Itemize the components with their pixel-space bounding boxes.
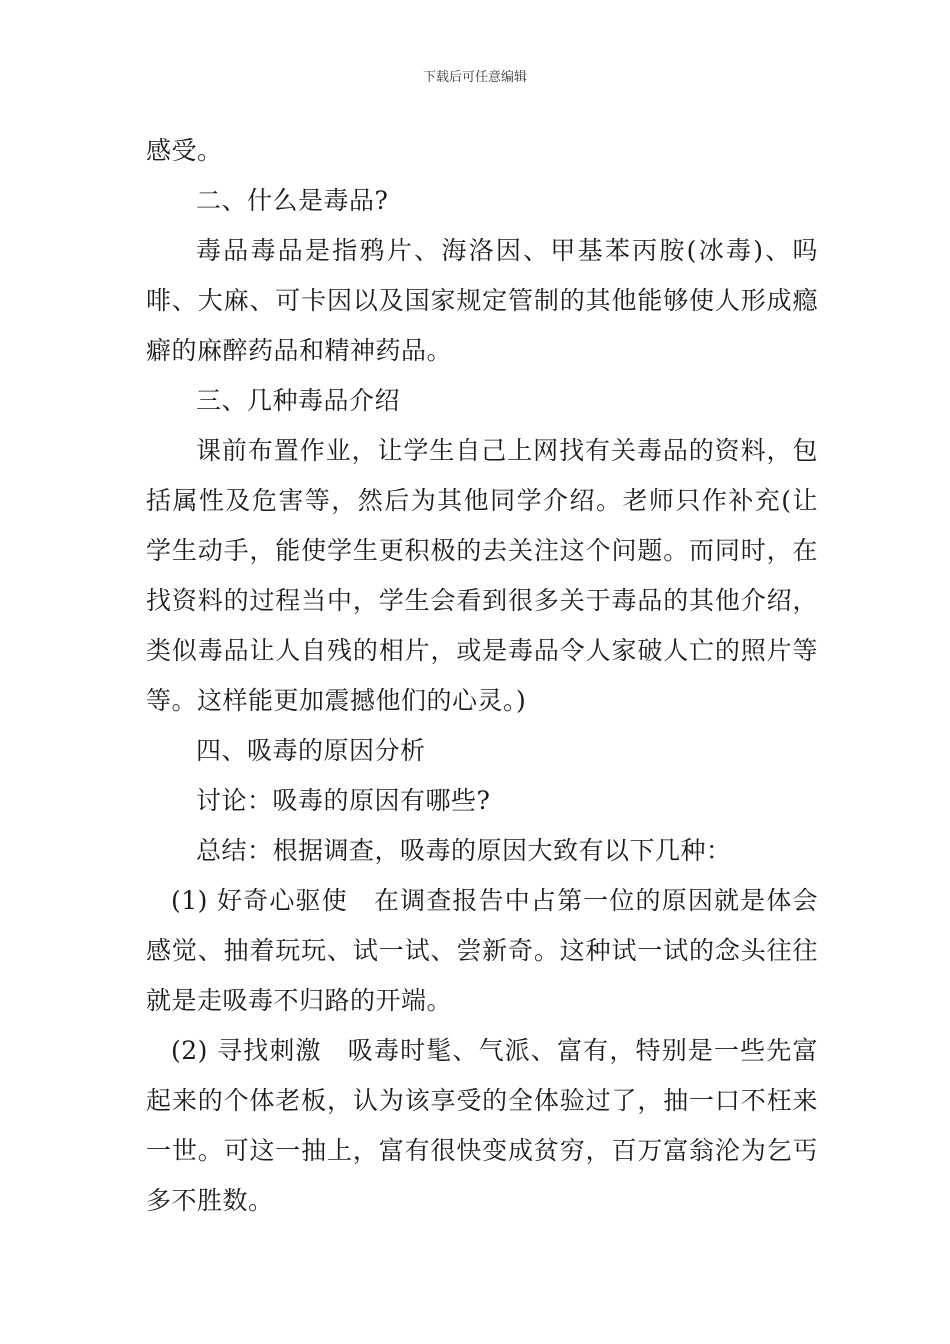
paragraph-discussion: 讨论：吸毒的原因有哪些? bbox=[196, 786, 491, 815]
paragraph-homework: 课前布置作业，让学生自己上网找有关毒品的资料，包括属性及危害等，然后为其他同学介绍。老师只作补充(让学生动手，能使学生更积极的去关注这个问题。而同时，在找资料的过程当中，学生会看到很多关于毒品的其他介绍，类似毒品让人自残的相片，或是毒品令人家破人亡的照片等等。这样能更加震撼他们的心灵。) bbox=[146, 436, 818, 715]
page-header: 下载后可任意编辑 bbox=[422, 70, 527, 85]
section-heading-4: 四、吸毒的原因分析 bbox=[196, 736, 426, 765]
list-item-excitement: (2) 寻找刺激 吸毒时髦、气派、富有，特别是一些先富起来的个体老板，认为该享受的全体验过了，抽一口不枉来一世。可这一抽上，富有很快变成贫穷，百万富翁沦为乞丐多不胜数。 bbox=[146, 1036, 818, 1215]
list-item-curiosity: (1) 好奇心驱使 在调查报告中占第一位的原因就是体会感觉、抽着玩玩、试一试、尝新奇。这种试一试的念头往往就是走吸毒不归路的开端。 bbox=[146, 886, 818, 1015]
paragraph-drug-definition: 毒品毒品是指鸦片、海洛因、甲基苯丙胺(冰毒)、吗啡、大麻、可卡因以及国家规定管制的其他能够使人形成瘾癖的麻醉药品和精神药品。 bbox=[146, 236, 818, 365]
paragraph-summary: 总结：根据调查，吸毒的原因大致有以下几种： bbox=[196, 836, 732, 865]
document-body bbox=[146, 126, 818, 1226]
paragraph-continuation: 感受。 bbox=[146, 136, 223, 165]
section-heading-3: 三、几种毒品介绍 bbox=[196, 386, 401, 415]
section-heading-2: 二、什么是毒品? bbox=[196, 186, 389, 215]
